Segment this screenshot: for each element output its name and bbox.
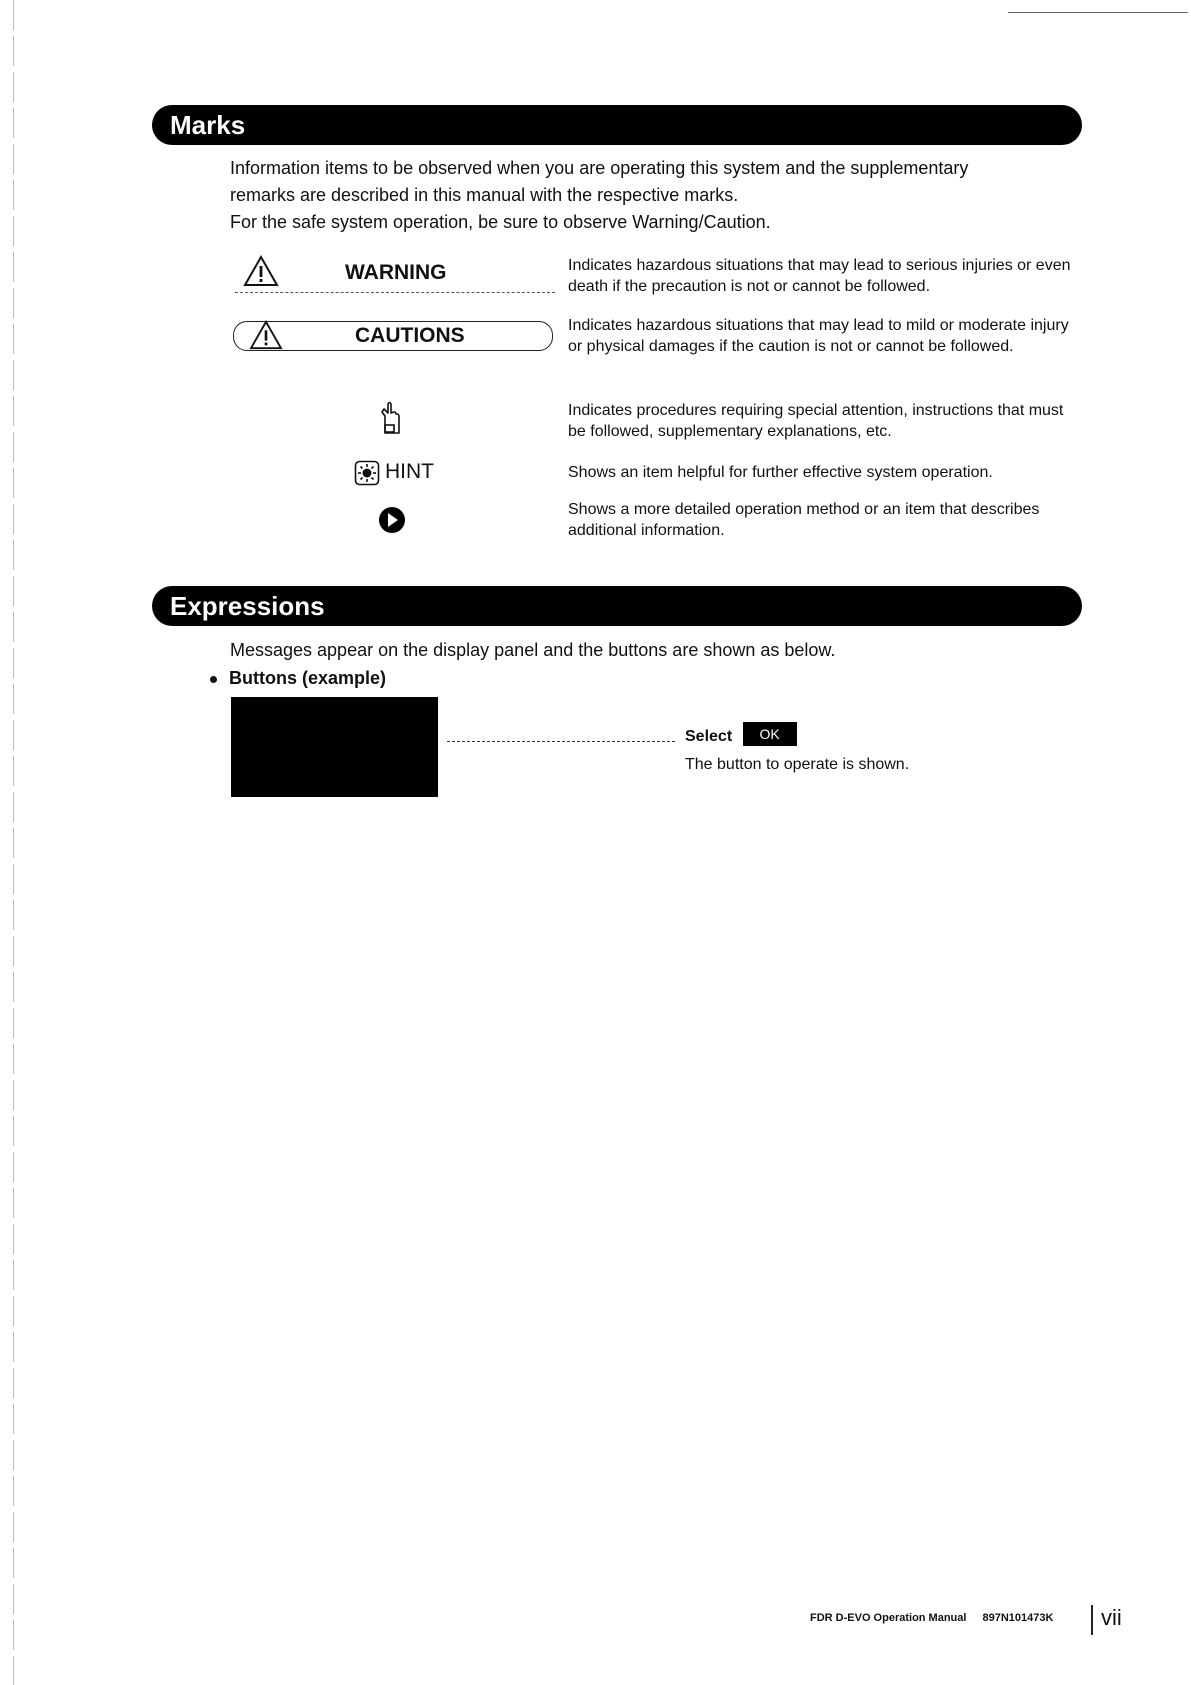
warning-symbol xyxy=(225,255,555,297)
page-number: vii xyxy=(1101,1605,1122,1630)
expressions-intro: Messages appear on the display panel and the buttons are shown as below. xyxy=(230,640,836,660)
page-edge-line xyxy=(13,0,14,1685)
mark-row-note xyxy=(225,400,1075,444)
caution-description: Indicates hazardous situations that may lead to mild or moderate injury or physical damages if the caution is not or cannot be followed. xyxy=(568,317,1069,355)
hint-description: Shows an item helpful for further effective system operation. xyxy=(568,464,993,481)
reference-symbol xyxy=(225,499,555,543)
mark-row-cautions xyxy=(225,317,1075,381)
expressions-section-header xyxy=(152,586,1082,626)
mark-row-reference xyxy=(225,499,1075,543)
expressions-title: Expressions xyxy=(170,591,325,621)
manual-title: FDR D-EVO Operation Manual xyxy=(810,1612,967,1624)
bullet-dot xyxy=(210,676,217,683)
warning-triangle-icon xyxy=(243,255,279,287)
mark-row-warning xyxy=(225,255,1075,297)
footer-separator xyxy=(1091,1605,1093,1635)
mark-row-hint xyxy=(225,458,1075,488)
light-bulb-icon xyxy=(354,460,380,486)
select-instruction xyxy=(685,722,797,746)
intro-line: Information items to be observed when you are operating this system and the supplementary xyxy=(230,158,969,178)
hint-label: HINT xyxy=(385,460,434,483)
intro-line: For the safe system operation, be sure to observe Warning/Caution. xyxy=(230,212,771,232)
select-description: The button to operate is shown. xyxy=(685,756,910,773)
button-example-image xyxy=(231,697,438,797)
caution-label: CAUTIONS xyxy=(355,324,465,347)
leader-line xyxy=(447,741,675,742)
hint-symbol xyxy=(225,458,555,488)
warning-description: Indicates hazardous situations that may lead to serious injuries or even death if the precaution is not or cannot be followed. xyxy=(568,257,1071,295)
buttons-example-heading xyxy=(210,668,386,689)
marks-section-header xyxy=(152,105,1082,145)
page-footer xyxy=(810,1612,1069,1624)
warning-triangle-icon xyxy=(249,320,283,350)
marks-title: Marks xyxy=(170,110,246,140)
arrow-circle-icon xyxy=(378,506,406,534)
top-rule xyxy=(1008,12,1188,13)
ok-button-sample: OK xyxy=(743,722,797,746)
intro-line: remarks are described in this manual with the respective marks. xyxy=(230,185,739,205)
note-description: Indicates procedures requiring special attention, instructions that must be followed, supplementary explanations, etc. xyxy=(568,402,1064,440)
note-symbol xyxy=(225,400,555,444)
caution-symbol xyxy=(225,321,555,381)
reference-description: Shows a more detailed operation method or an item that describes additional information. xyxy=(568,501,1040,539)
pointing-hand-icon xyxy=(376,400,402,436)
warning-label: WARNING xyxy=(345,261,447,284)
marks-intro xyxy=(230,155,1050,236)
doc-number: 897N101473K xyxy=(982,1612,1054,1624)
select-label: Select xyxy=(685,728,733,745)
warning-underline xyxy=(235,292,555,293)
bullet-label: Buttons (example) xyxy=(229,668,387,688)
